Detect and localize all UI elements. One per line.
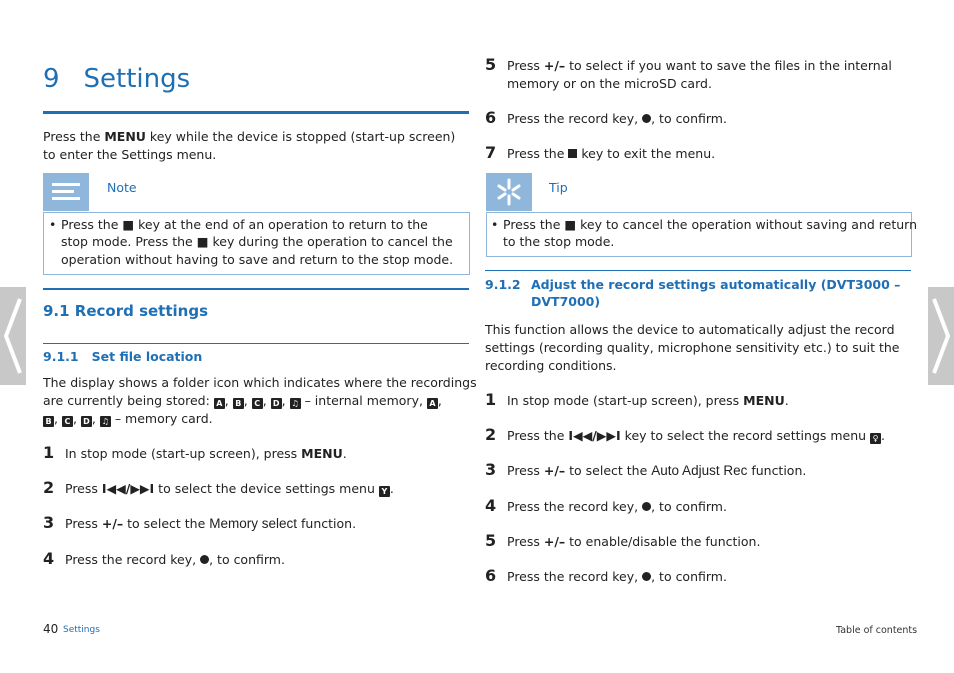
intro-paragraph: Press the MENU key while the device is stopped (start-up screen) to enter the Settings menu. bbox=[43, 129, 456, 162]
chevron-left-icon bbox=[0, 287, 26, 385]
previous-page-tab[interactable] bbox=[0, 287, 26, 385]
tip-line-1: Press the ■ key to cancel the operation without saving and return bbox=[503, 217, 918, 232]
stop-key-icon bbox=[568, 149, 577, 158]
record-key-icon bbox=[200, 555, 209, 564]
record-key-icon bbox=[642, 572, 651, 581]
folder-b-icon: B bbox=[233, 398, 244, 409]
subsection-rule bbox=[43, 343, 469, 344]
folder-d-icon: D bbox=[271, 398, 282, 409]
page-number: 40 bbox=[43, 622, 59, 636]
tip-label: Tip bbox=[549, 180, 568, 195]
note-icon bbox=[43, 173, 89, 211]
subsection-2-number: 9.1.2 bbox=[485, 277, 521, 292]
section-title: 9.1 Record settings bbox=[43, 302, 208, 320]
right-step-5-top-line-2: memory or on the microSD card. bbox=[507, 76, 712, 91]
card-folder-music-icon: ♫ bbox=[101, 417, 109, 426]
body-line-3: B , C , D , ♫ – memory card. bbox=[43, 410, 213, 428]
chapter-heading bbox=[43, 62, 190, 96]
subsection-2-title-1: Adjust the record settings automatically (DVT3000 – bbox=[531, 277, 901, 292]
chapter-rule bbox=[43, 111, 469, 114]
card-folder-b-icon: B bbox=[43, 416, 54, 427]
right-body-line-2: settings (recording quality, microphone sensitivity etc.) to suit the bbox=[485, 340, 900, 355]
note-line-2: stop mode. Press the ■ key during the operation to cancel the bbox=[61, 234, 453, 249]
body-line-1: The display shows a folder icon which indicates where the recordings bbox=[43, 375, 477, 390]
note-line-1: Press the ■ key at the end of an operation to return to the bbox=[61, 217, 428, 232]
card-folder-a-icon: A bbox=[427, 398, 438, 409]
section-rule bbox=[43, 288, 469, 290]
subsection-2-title-2: DVT7000) bbox=[531, 294, 601, 309]
tip-icon bbox=[486, 173, 532, 211]
tip-bullet: • bbox=[491, 217, 499, 232]
record-key-icon bbox=[642, 114, 651, 123]
table-of-contents-link[interactable]: Table of contents bbox=[836, 625, 918, 636]
body-line-2: are currently being stored: A , B , C , D , ♫ – internal memory, A , bbox=[43, 393, 442, 408]
chapter-title: Settings bbox=[83, 64, 191, 94]
chevron-right-icon bbox=[928, 287, 954, 385]
subsection-2-rule bbox=[485, 270, 911, 271]
folder-a-icon: A bbox=[214, 398, 225, 409]
note-line-3: operation without having to save and return to the stop mode. bbox=[61, 252, 454, 267]
record-key-icon bbox=[642, 502, 651, 511]
chapter-number: 9 bbox=[43, 64, 60, 94]
footer-section: Settings bbox=[63, 625, 100, 635]
next-page-tab[interactable] bbox=[928, 287, 954, 385]
subsection-title: 9.1.1 Set file location bbox=[43, 349, 203, 364]
tip-line-2: to the stop mode. bbox=[503, 234, 615, 249]
right-body-line-3: recording conditions. bbox=[485, 358, 617, 373]
note-label: Note bbox=[107, 180, 137, 195]
note-bullet: • bbox=[49, 217, 57, 232]
record-settings-icon: ♀ bbox=[870, 433, 881, 444]
device-settings-icon: Y bbox=[379, 486, 390, 497]
folder-music-icon: ♫ bbox=[291, 399, 299, 408]
card-folder-c-icon: C bbox=[62, 416, 73, 427]
card-folder-d-icon: D bbox=[81, 416, 92, 427]
right-body-line-1: This function allows the device to automatically adjust the record bbox=[485, 322, 895, 337]
folder-c-icon: C bbox=[252, 398, 263, 409]
